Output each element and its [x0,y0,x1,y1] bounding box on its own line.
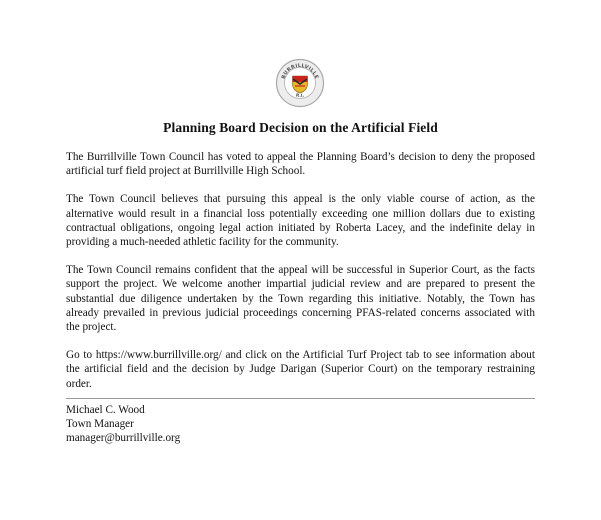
paragraph-council-reasoning: The Town Council believes that pursuing this appeal is the only viable course of action, as the alternative would result in a financial loss potentially exceeding one million dollars due to existing contractual obligations, ongoing legal action initiated by Roberta Lacey, and the indefinite delay in providing a much-needed athletic facility for the community. [66,193,535,249]
signature-block [66,403,180,446]
seal-top-text: BURRILLVILLE [280,62,320,80]
document-title: Planning Board Decision on the Artificial Field [163,120,438,135]
paragraph-council-confidence: The Town Council remains confident that the appeal will be successful in Superior Court, as the facts support the project. We welcome another impartial judicial review and are prepared to present the substantial due diligence undertaken by the Town regarding this initiative. Notably, the Town has already prevailed in previous judicial proceedings concerning PFAS-related concerns associated with the project. [66,264,535,334]
signature-email: manager@burrillville.org [66,432,181,445]
town-seal-icon [275,58,325,108]
seal-bottom-text: R.I. [295,93,305,100]
signature-divider [66,398,535,399]
town-seal [275,58,325,108]
document-body [66,150,535,405]
paragraph-more-information: Go to https://www.burrillville.org/ and click on the Artificial Turf Project tab to see information about the artificial field and the decision by Judge Darigan (Superior Court) on the temporary restraining order. [66,349,535,390]
signature-title: Town Manager [66,418,134,431]
paragraph-appeal-vote: The Burrillville Town Council has voted to appeal the Planning Board’s decision to deny the proposed artificial turf field project at Burrillville High School. [66,151,535,178]
signature-name: Michael C. Wood [66,404,145,416]
